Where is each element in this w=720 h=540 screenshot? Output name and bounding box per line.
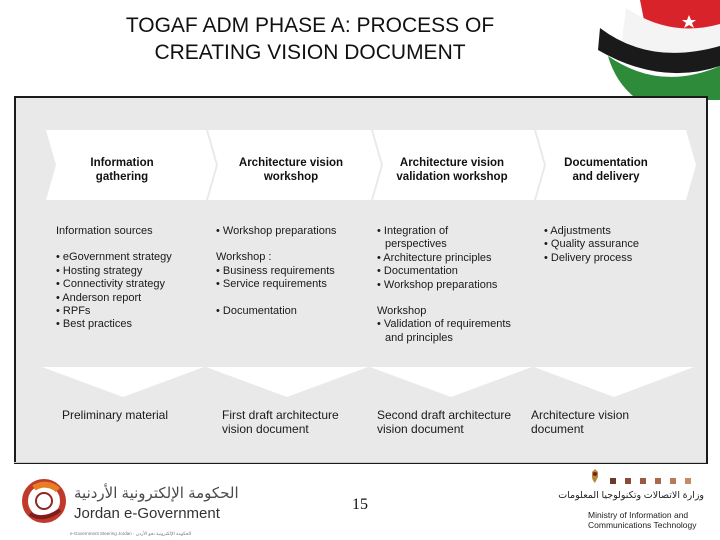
input-gap [216,292,336,305]
stage-inputs-2 [216,225,336,318]
input-line: • Quality assurance [544,238,639,251]
moict-decorative-squares [608,476,704,486]
page-number: 15 [352,496,368,513]
stage-inputs-4 [544,225,639,265]
input-line: • Business requirements [216,264,335,277]
jordan-egov-logo-icon [22,478,66,524]
input-line: Workshop [377,305,427,318]
input-line: and principles [385,331,453,344]
input-line: perspectives [385,238,447,251]
jordan-flag-ribbon [560,0,720,100]
stage-inputs-1 [56,225,172,332]
moict-english-line-2: Communications Technology [588,520,697,530]
input-line: • Anderson report [56,291,142,304]
slide-title-line-2: CREATING VISION DOCUMENT [154,41,466,64]
input-line: • Hosting strategy [56,264,143,277]
stage-title-4: Documentation and delivery [564,157,648,183]
input-line: • Integration of [377,225,449,237]
input-line: • Connectivity strategy [56,278,166,291]
input-line: • Workshop preparations [216,225,337,237]
jordan-egov-arabic-name: الحكومة الإلكترونية الأردنية [74,485,239,502]
process-diagram-panel [14,96,708,464]
jordan-egov-tagline: e-Government Steering Jordan · الحكومة الإلكترونية نحو الأردن [70,531,192,536]
output-arrow-4 [534,367,694,397]
stage-title-1: Information gathering [90,157,154,183]
moict-arabic-name: وزارة الاتصالات وتكنولوجيا المعلومات [558,490,704,501]
input-line: • Documentation [377,265,458,278]
stage-output-2: First draft architecture vision document [222,408,339,436]
input-line: • RPFs [56,305,91,318]
input-line: • Documentation [216,304,297,317]
input-gap [377,292,511,305]
royal-crest-icon [586,468,604,486]
input-line: • Validation of requirements [377,318,511,331]
stage-output-4: Architecture vision document [531,408,630,436]
input-line: • Service requirements [216,278,327,291]
input-line: Workshop : [216,251,272,264]
moict-english-name [588,510,697,530]
stage-inputs-3 [377,225,511,345]
stage-title-2: Architecture vision workshop [238,157,344,183]
input-line: • Delivery process [544,251,633,264]
input-gap [56,238,172,251]
input-line: • eGovernment strategy [56,251,172,264]
slide-title [40,12,580,66]
output-arrow-1 [42,367,204,397]
input-line: • Adjustments [544,225,611,237]
slide-title-line-1: TOGAF ADM PHASE A: PROCESS OF [125,14,495,37]
stage-output-1: Preliminary material [62,408,169,422]
input-line: • Architecture principles [377,251,492,264]
output-arrow-2 [206,367,368,397]
output-arrow-3 [370,367,532,397]
footer-divider [14,462,706,463]
input-line: • Best practices [56,318,132,331]
input-gap [216,238,336,251]
stage-output-3: Second draft architecture vision document [377,408,512,436]
moict-english-line-1: Ministry of Information and [588,510,689,520]
input-line: Information sources [56,225,153,237]
input-line: • Workshop preparations [377,278,498,291]
jordan-egov-english-name: Jordan e-Government [74,505,220,522]
stage-title-3: Architecture vision validation workshop [396,157,508,183]
